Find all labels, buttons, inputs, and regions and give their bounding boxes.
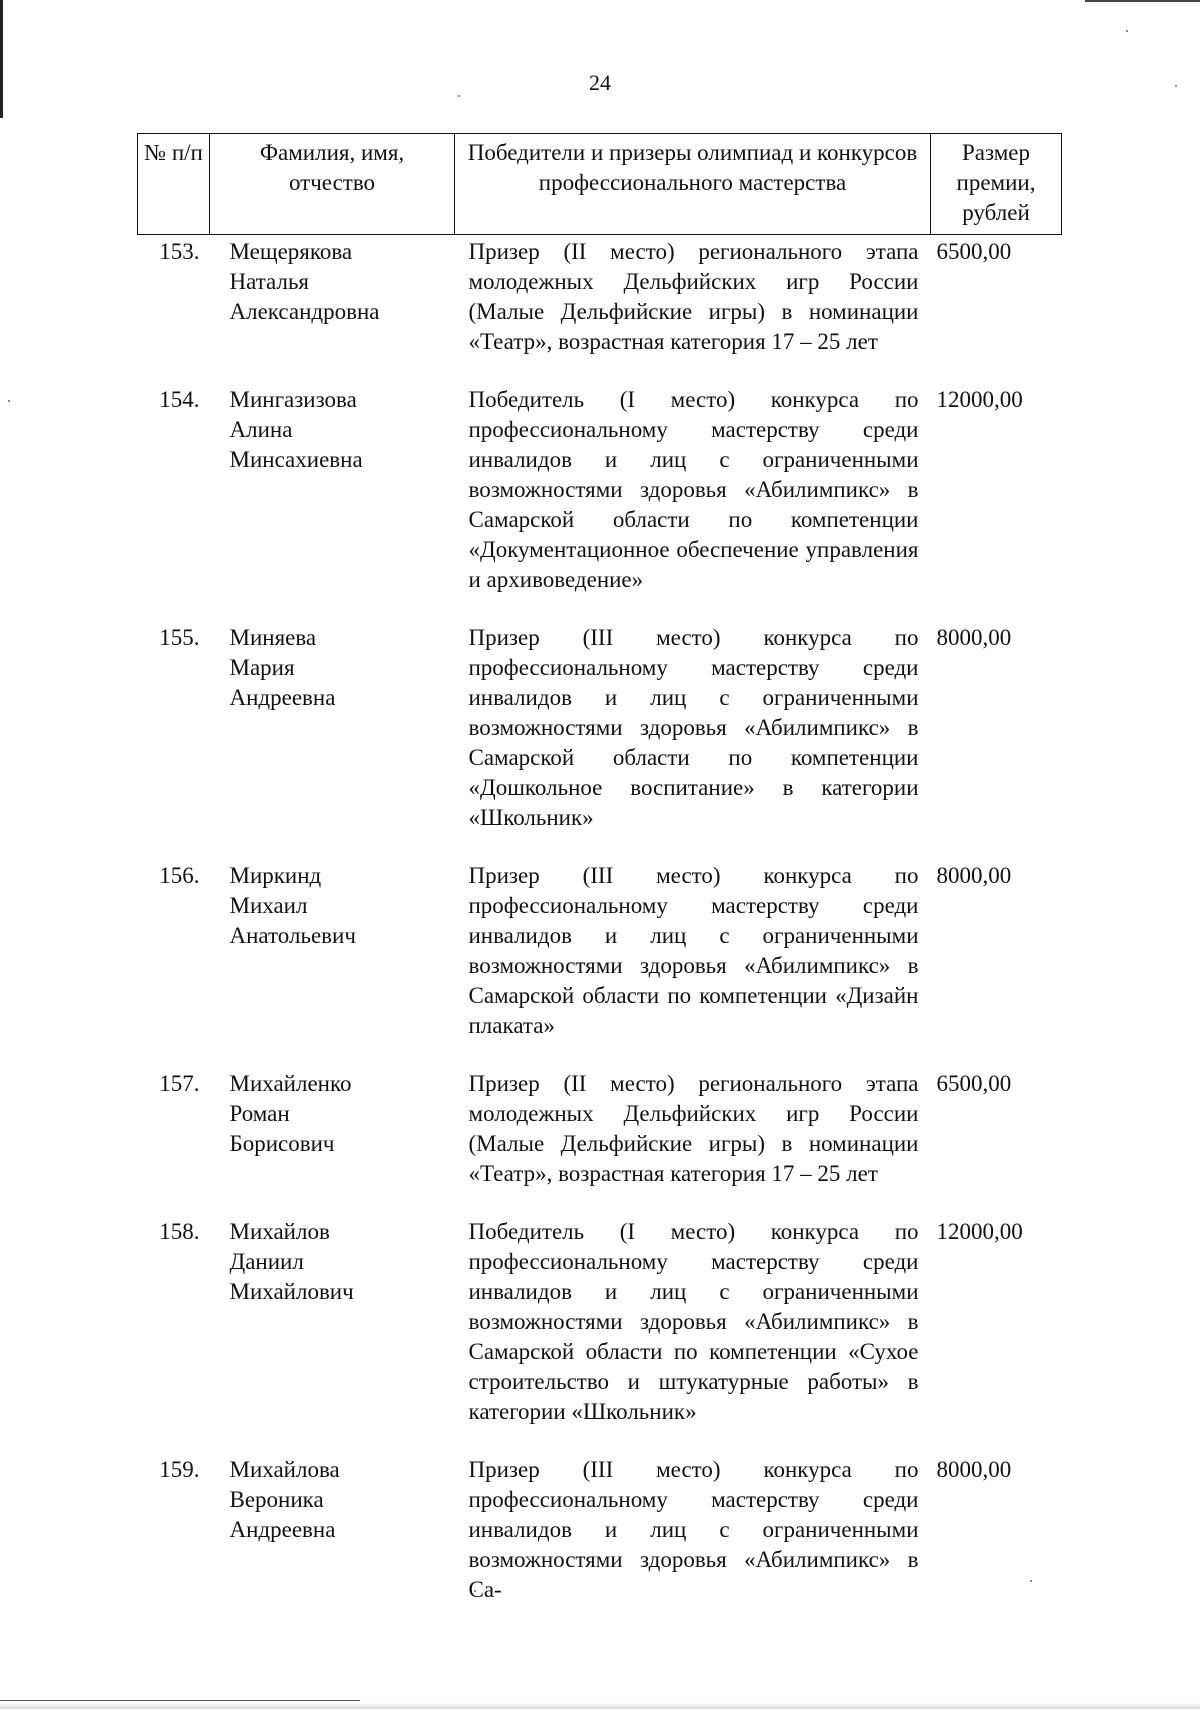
first-name: Даниил <box>229 1249 304 1274</box>
row-full-name <box>210 385 455 623</box>
scan-speck <box>1126 30 1128 32</box>
header-num: № п/п <box>138 134 210 235</box>
surname: Михайленко <box>229 1071 352 1096</box>
table-row <box>138 861 1062 1069</box>
table-row <box>138 1217 1062 1455</box>
row-amount: 12000,00 <box>936 1219 1023 1244</box>
surname: Миркинд <box>229 863 322 888</box>
page-number: 24 <box>589 70 611 95</box>
row-achievement: Призер (III место) конкурса по профессиональному мастерству среди инвалидов и лиц с ограниченными возможностями здоровья «Абилимпикс» в Са- <box>468 1457 919 1602</box>
scan-edge-bottom <box>0 1703 1200 1709</box>
row-achievement: Победитель (I место) конкурса по профессиональному мастерству среди инвалидов и лиц с ограниченными возможностями здоровья «Абилимпикс» в Самарской области по компетенции «Документационное обеспечение управления и архивоведение» <box>468 387 919 592</box>
patronymic: Андреевна <box>229 685 336 710</box>
row-full-name <box>210 1217 455 1455</box>
row-amount: 8000,00 <box>936 863 1012 888</box>
first-name: Наталья <box>229 269 310 294</box>
row-amount: 12000,00 <box>936 387 1023 412</box>
row-amount: 6500,00 <box>936 1071 1012 1096</box>
table-header <box>138 134 1062 235</box>
row-full-name <box>210 623 455 861</box>
scan-speck <box>8 400 10 402</box>
table-row <box>138 623 1062 861</box>
row-number: 157. <box>159 1071 200 1096</box>
row-number: 156. <box>159 863 200 888</box>
header-amount: Размер премии, рублей <box>931 134 1062 235</box>
table-row <box>138 1455 1062 1633</box>
scan-edge-top-right <box>1085 0 1200 2</box>
row-achievement: Победитель (I место) конкурса по профессиональному мастерству среди инвалидов и лиц с ограниченными возможностями здоровья «Абилимпикс» в Самарской области по компетенции «Сухое строительство и штукатурные работы» в категории «Школьник» <box>468 1219 919 1424</box>
row-full-name <box>210 1455 455 1633</box>
row-achievement: Призер (II место) регионального этапа молодежных Дельфийских игр России (Малые Дельфийские игры) в номинации «Театр», возрастная категория 17 – 25 лет <box>468 239 919 354</box>
first-name: Алина <box>229 417 293 442</box>
surname: Михайлова <box>229 1457 340 1482</box>
surname: Мещерякова <box>229 239 353 264</box>
row-full-name <box>210 235 455 386</box>
patronymic: Минсахиевна <box>229 447 363 472</box>
row-number: 153. <box>159 239 200 264</box>
table-row <box>138 235 1062 386</box>
scan-edge-left <box>0 0 3 118</box>
patronymic: Михайлович <box>229 1279 354 1304</box>
patronymic: Анатольевич <box>229 923 356 948</box>
table-row <box>138 1069 1062 1217</box>
first-name: Мария <box>229 655 295 680</box>
first-name: Роман <box>229 1101 290 1126</box>
header-name: Фамилия, имя, отчество <box>210 134 455 235</box>
row-full-name <box>210 861 455 1069</box>
first-name: Вероника <box>229 1487 324 1512</box>
row-number: 155. <box>159 625 200 650</box>
award-table <box>137 133 1062 1633</box>
patronymic: Александровна <box>229 299 380 324</box>
patronymic: Андреевна <box>229 1517 336 1542</box>
patronymic: Борисович <box>229 1131 335 1156</box>
row-number: 158. <box>159 1219 200 1244</box>
surname: Михайлов <box>229 1219 330 1244</box>
table-body <box>138 235 1062 1634</box>
table-row <box>138 385 1062 623</box>
row-full-name <box>210 1069 455 1217</box>
row-amount: 8000,00 <box>936 625 1012 650</box>
row-number: 159. <box>159 1457 200 1482</box>
row-achievement: Призер (II место) регионального этапа молодежных Дельфийских игр России (Малые Дельфийские игры) в номинации «Театр», возрастная категория 17 – 25 лет <box>468 1071 919 1186</box>
scan-edge-bottom-line <box>0 1700 360 1701</box>
header-row <box>138 134 1062 235</box>
row-amount: 6500,00 <box>936 239 1012 264</box>
surname: Мингазизова <box>229 387 357 412</box>
row-achievement: Призер (III место) конкурса по профессиональному мастерству среди инвалидов и лиц с ограниченными возможностями здоровья «Абилимпикс» в Самарской области по компетенции «Дизайн плаката» <box>468 863 919 1038</box>
first-name: Михаил <box>229 893 308 918</box>
row-amount: 8000,00 <box>936 1457 1012 1482</box>
surname: Миняева <box>229 625 317 650</box>
header-desc: Победители и призеры олимпиад и конкурсов профессионального мастерства <box>455 134 931 235</box>
row-achievement: Призер (III место) конкурса по профессиональному мастерству среди инвалидов и лиц с ограниченными возможностями здоровья «Абилимпикс» в Самарской области по компетенции «Дошкольное воспитание» в категории «Школьник» <box>468 625 919 830</box>
row-number: 154. <box>159 387 200 412</box>
